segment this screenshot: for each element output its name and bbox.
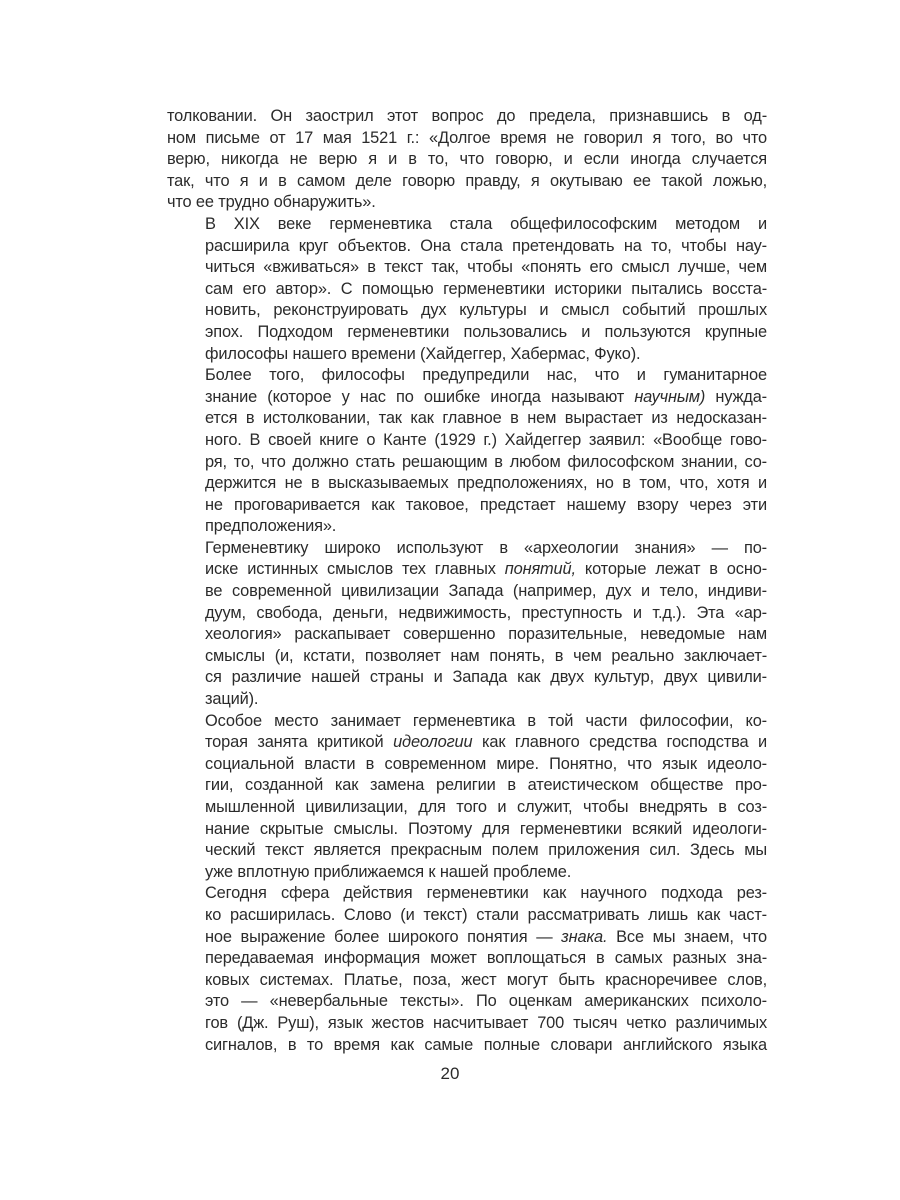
text-line: не проговаривается как таковое, предстает нашему взору через эти [205,495,767,514]
text-line: новить, реконструировать дух культуры и смысл событий прошлых [205,301,767,320]
text-line: мышленной цивилизации, для того и служит, чтобы внедрять в соз- [205,798,767,816]
text-line: расширила круг объектов. Она стала претендовать на то, чтобы нау- [205,236,767,255]
text-line: держится не в высказываемых предположениях, но в том, что, хотя и [205,474,767,493]
text-line: нание скрытые смыслы. Поэтому для герменевтики всякий идеологи- [205,819,767,838]
text-line: ся различие нашей страны и Запада как двух культур, двух цивили- [205,668,767,687]
text-line: что ее трудно обнаружить». [167,193,376,212]
text-line: ковых системах. Платье, поза, жест могут быть красноречивее слов, [205,970,767,989]
emphasized-term: научным) [634,387,706,406]
text-line: ве современной цивилизации Запада (например, дух и тело, индиви- [205,582,767,601]
paragraph [167,214,767,365]
text-line: так, что я и в самом деле говорю правду, я окутываю ее такой ложью, [167,171,767,190]
text-line: гов (Дж. Руш), язык жестов насчитывает 700 тысяч четко различимых [205,1013,767,1032]
text-line: предположения». [205,517,337,536]
text-line: Более того, философы предупредили нас, что и гуманитарное [205,366,767,385]
text-line: ное выражение более широкого понятия — знака. Все мы знаем, что [205,927,767,946]
paragraph [167,365,767,538]
text-line: ческий текст является прекрасным полем приложения сил. Здесь мы [205,841,767,860]
text-line: В XIX веке герменевтика стала общефилософским методом и [205,214,767,233]
text-line: эпох. Подходом герменевтики пользовались и пользуются крупные [205,322,767,341]
text-line: ется в истолковании, так как главное в нем вырастает из недосказан- [205,409,767,428]
emphasized-term: идеологии [393,733,473,752]
text-line: ко расширилась. Слово (и текст) стали рассматривать лишь как част- [205,905,767,924]
text-line: сигналов, в то время как самые полные словари английского языка [205,1035,767,1054]
text-line: заций). [205,690,259,709]
text-line: Сегодня сфера действия герменевтики как научного подхода рез- [205,884,767,903]
emphasized-term: знака. [561,927,608,946]
text-line: ря, то, что должно стать решающим в любом философском знании, со- [205,452,767,471]
paragraph [167,883,767,1056]
text-line: знание (которое у нас по ошибке иногда называют научным) нужда- [205,387,767,406]
text-line: иске истинных смыслов тех главных понятий, которые лежат в осно- [205,560,767,579]
text-line: верю, никогда не верю я и в то, что говорю, и если иногда случается [167,150,767,169]
text-line: Герменевтику широко используют в «археологии знания» — по- [205,538,767,557]
text-line: толковании. Он заострил этот вопрос до предела, признавшись в од- [167,107,767,125]
text-line: хеология» раскапывает совершенно поразительные, неведомые нам [205,625,767,644]
page-body [167,106,767,1056]
text-line: смыслы (и, кстати, позволяет нам понять, в чем реально заключает- [205,646,767,665]
text-line: дуум, свобода, деньги, недвижимость, преступность и т.д.). Эта «ар- [205,603,767,622]
page-number: 20 [440,1064,460,1083]
text-line: сам его автор». С помощью герменевтики историки пытались восста- [205,279,767,298]
text-line: философы нашего времени (Хайдеггер, Хабермас, Фуко). [205,344,641,363]
text-line: ном письме от 17 мая 1521 г.: «Долгое время не говорил я того, во что [167,128,767,147]
emphasized-term: понятий, [504,560,576,579]
paragraph [167,711,767,884]
text-line: уже вплотную приближаемся к нашей проблеме. [205,862,572,881]
text-line: торая занята критикой идеологии как главного средства господства и [205,733,768,752]
text-line: ного. В своей книге о Канте (1929 г.) Хайдеггер заявил: «Вообще гово- [205,430,767,449]
text-line: передаваемая информация может воплощаться в самых разных зна- [205,949,767,968]
paragraph [167,538,767,711]
text-line: гии, созданной как замена религии в атеистическом обществе про- [205,776,767,795]
paragraph [167,106,767,214]
text-line: социальной власти в современном мире. Понятно, что язык идеоло- [205,754,767,773]
text-line: читься «вживаться» в текст так, чтобы «понять его смысл лучше, чем [205,258,767,277]
text-line: Особое место занимает герменевтика в той части философии, ко- [205,711,767,730]
text-line: это — «невербальные тексты». По оценкам американских психоло- [205,992,767,1011]
